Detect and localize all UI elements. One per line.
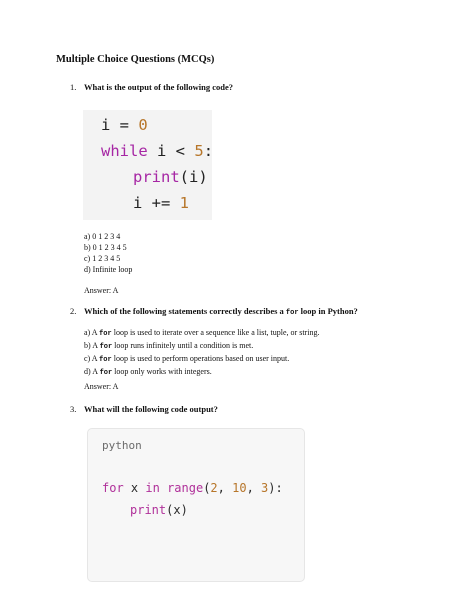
question-3-number: 3. bbox=[70, 404, 77, 414]
question-1-options bbox=[84, 231, 132, 275]
question-3-code-block bbox=[87, 428, 305, 582]
question-1-answer: Answer: A bbox=[84, 286, 119, 295]
option-c: c) A for loop is used to perform operations based on user input. bbox=[84, 354, 290, 364]
option-a: a) 0 1 2 3 4 bbox=[84, 232, 121, 241]
code-line-1: i = 0 bbox=[101, 116, 148, 134]
section-heading: Multiple Choice Questions (MCQs) bbox=[56, 54, 215, 65]
question-2-options bbox=[84, 327, 319, 379]
code-line-2: while i < 5: bbox=[101, 142, 214, 160]
code-line-4: i += 1 bbox=[133, 194, 190, 212]
code-line-2: print(x) bbox=[130, 503, 188, 517]
code-language-label: python bbox=[102, 439, 142, 452]
question-1-number: 1. bbox=[70, 82, 77, 92]
question-1-text: What is the output of the following code? bbox=[84, 82, 233, 92]
code-line-1: for x in range(2, 10, 3): bbox=[102, 481, 283, 495]
question-3-text: What will the following code output? bbox=[84, 404, 218, 414]
question-2-number: 2. bbox=[70, 306, 77, 316]
option-d: d) Infinite loop bbox=[84, 265, 133, 274]
option-d: d) A for loop only works with integers. bbox=[84, 367, 212, 377]
question-2-answer: Answer: A bbox=[84, 382, 119, 391]
option-b: b) A for loop runs infinitely until a condition is met. bbox=[84, 341, 254, 351]
option-b: b) 0 1 2 3 4 5 bbox=[84, 243, 127, 252]
question-2-text: Which of the following statements correctly describes a for loop in Python? bbox=[84, 306, 358, 317]
question-1-code-block bbox=[83, 110, 212, 220]
option-a: a) A for loop is used to iterate over a sequence like a list, tuple, or string. bbox=[84, 328, 320, 338]
option-c: c) 1 2 3 4 5 bbox=[84, 254, 121, 263]
code-line-3: print(i) bbox=[133, 168, 208, 186]
